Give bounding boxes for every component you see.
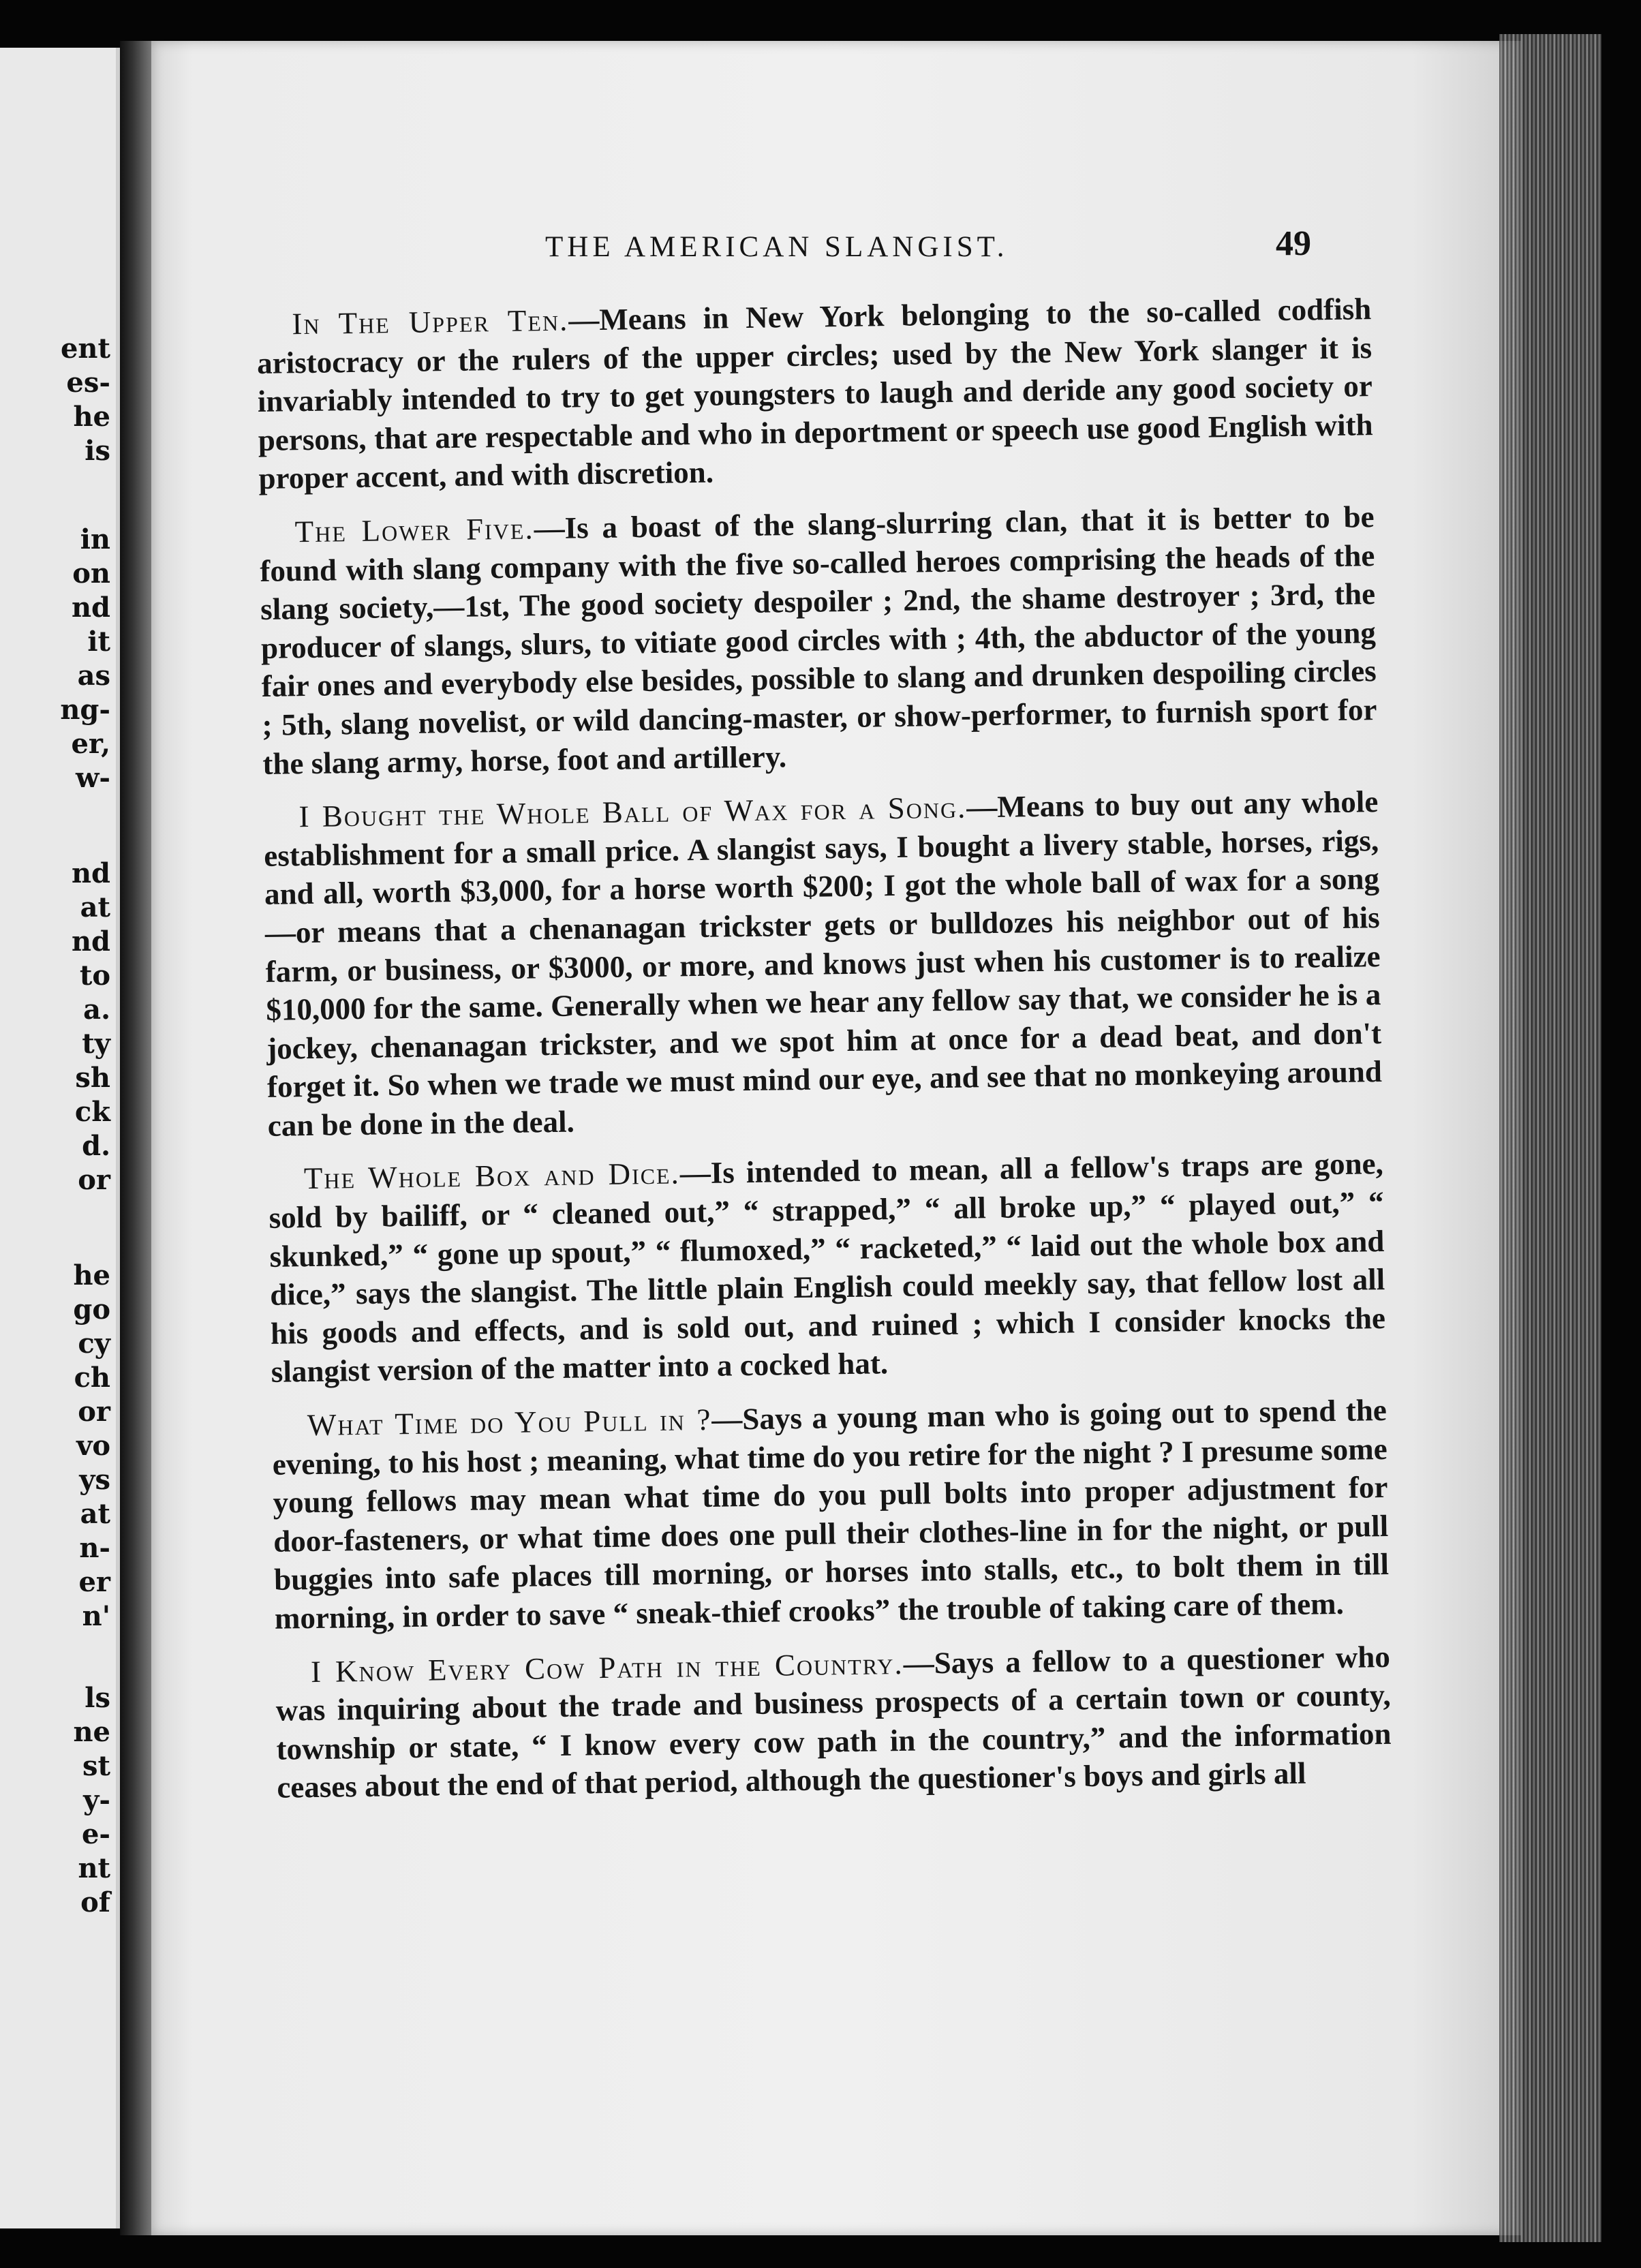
- entry-paragraph: [263, 782, 1383, 1145]
- left-page-fragment: ne: [73, 1716, 110, 1748]
- left-page-fragment: ent: [60, 333, 110, 365]
- left-page-fragment: go: [73, 1293, 110, 1325]
- left-page-fragment: n': [82, 1600, 110, 1632]
- entry-text: —Says a fellow to a questioner who was inquiring about the trade and business prospects of a certain town or county, township or state, “ I know every cow path in the country,” and the information ceases about the end of that period, although the questioner's boys and girls all: [275, 1639, 1392, 1805]
- entry-headword: The Whole Box and Dice.: [303, 1156, 681, 1196]
- entry-text: —Is intended to mean, all a fellow's traps are gone, sold by bailiff, or “ cleaned out,” “ strapped,” “ all broke up,” “ played out,” “ skunked,” “ gone up spout,” “ flumoxed,” “ racketed,” “ laid out the whole box and dice,” says the slangist. The little plain English could meekly say, that fellow lost all his goods and effects, and is sold out, and ruined ; which I consider knocks the slangist version of the matter into a cocked hat.: [269, 1146, 1386, 1390]
- left-page-fragment: on: [72, 557, 110, 589]
- left-page-fragment: he: [73, 1259, 110, 1291]
- left-page-fragment: as: [77, 660, 110, 692]
- left-page-fragment: is: [85, 435, 110, 467]
- left-page-fragment: a.: [83, 994, 110, 1026]
- entry-paragraph: [275, 1638, 1392, 1807]
- entry-headword: The Lower Five.: [294, 511, 534, 549]
- left-page-fragment: sh: [75, 1062, 110, 1094]
- left-page-fragment: nd: [71, 592, 110, 624]
- left-page-fragment: nd: [71, 925, 110, 957]
- left-page-fragment: or: [78, 1164, 110, 1196]
- left-page-fragment: er: [78, 1566, 110, 1598]
- left-page-fragment: ch: [74, 1362, 110, 1394]
- left-page-fragment: cy: [78, 1328, 110, 1360]
- entry-paragraph: [259, 497, 1377, 783]
- entry-headword: In The Upper Ten.: [292, 303, 569, 341]
- book-gutter: [120, 41, 151, 2235]
- left-page-fragment: n-: [79, 1532, 110, 1564]
- left-page-fragment: st: [82, 1750, 110, 1782]
- entry-text: —Means to buy out any whole establishment for a small price. A slangist says, I bought a livery stable, horses, rigs, and all, worth $3,000, for a horse worth $200; I got the whole ball of wax for a song—or means that a chenanagan trickster gets or bulldozes his neighbor out of his farm, or business, or $3000, or more, and knows just when his customer is to realize $10,000 for the same. Generally when we hear any fellow say that, we consider he is a jockey, chenanagan trickster, and we spot him at once for a dead beat, and don't forget it. So when we trade we must mind our eye, and see that no monkeying around can be done in the deal.: [263, 784, 1383, 1143]
- entry-headword: What Time do You Pull in ?: [307, 1402, 712, 1443]
- entry-paragraph: [256, 290, 1374, 498]
- left-page-fragment: to: [79, 960, 110, 992]
- body-text: [256, 290, 1392, 1822]
- left-page-fragment: y-: [83, 1784, 110, 1816]
- left-page-fragment: or: [78, 1396, 110, 1428]
- left-page-fragment: ys: [79, 1464, 110, 1496]
- left-page-fragment: at: [80, 891, 110, 923]
- page-edges: [1499, 34, 1601, 2242]
- left-page-fragment: ls: [85, 1682, 110, 1714]
- left-page-fragment: es-: [66, 367, 110, 399]
- left-page-fragment: nt: [78, 1852, 110, 1884]
- left-page-fragment: he: [73, 401, 110, 433]
- entry-headword: I Bought the Whole Ball of Wax for a Song.: [298, 790, 967, 834]
- left-page-text-fragments: [0, 48, 116, 2228]
- entry-headword: I Know Every Cow Path in the Country.: [310, 1646, 904, 1689]
- left-page-fragment: vo: [76, 1430, 110, 1462]
- running-title: THE AMERICAN SLANGIST.: [545, 231, 1009, 263]
- page-number: 49: [1276, 224, 1311, 263]
- left-page-fragment: w-: [75, 762, 110, 794]
- left-page-fragment: ty: [82, 1028, 110, 1060]
- left-page-fragment: it: [87, 626, 110, 658]
- left-page-fragment: ck: [74, 1096, 110, 1128]
- left-page-fragment: in: [80, 523, 110, 555]
- left-page-fragment: e-: [81, 1818, 110, 1850]
- left-page-fragment: er,: [71, 728, 110, 760]
- entry-text: —Is a boast of the slang-slurring clan, that it is better to be found with slang company with the five so-called heroes comprising the heads of the slang society,—1st, The good society despoiler ; 2nd, the shame destroyer ; 3rd, the producer of slangs, slurs, to vitiate good circles with ; 4th, the abductor of the young fair ones and everybody else besides, possible to slang and drunken despoiling circles ; 5th, slang novelist, or wild dancing-master, or show-performer, to furnish sport for the slang army, horse, foot and artillery.: [260, 500, 1377, 781]
- entry-text: —Means in New York belonging to the so-called codfish aristocracy or the rulers of the upper circles; used by the New York slanger it is invariably intended to try to get youngsters to laugh and deride any good society or persons, that are respectable and who in deportment or speech use good English with proper accent, and with discretion.: [256, 292, 1373, 496]
- entry-text: —Says a young man who is going out to spend the evening, to his host ; meaning, what time do you retire for the night ? I presume some young fellows may mean what time do you pull bolts into proper adjustment for door-fasteners, or what time does one pull their clothes-line in for the night, or pull buggies into safe places till morning, or horses into stalls, etc., to bolt them in till morning, in order to save “ sneak-thief crooks” the trouble of taking care of them.: [272, 1393, 1390, 1636]
- left-facing-page: [0, 48, 123, 2228]
- entry-paragraph: [269, 1145, 1387, 1392]
- left-page-fragment: d.: [82, 1130, 110, 1162]
- left-page-fragment: nd: [71, 857, 110, 889]
- left-page-fragment: of: [80, 1886, 110, 1918]
- left-page-fragment: ng-: [60, 694, 110, 726]
- left-page-fragment: at: [80, 1498, 110, 1530]
- entry-paragraph: [272, 1391, 1390, 1638]
